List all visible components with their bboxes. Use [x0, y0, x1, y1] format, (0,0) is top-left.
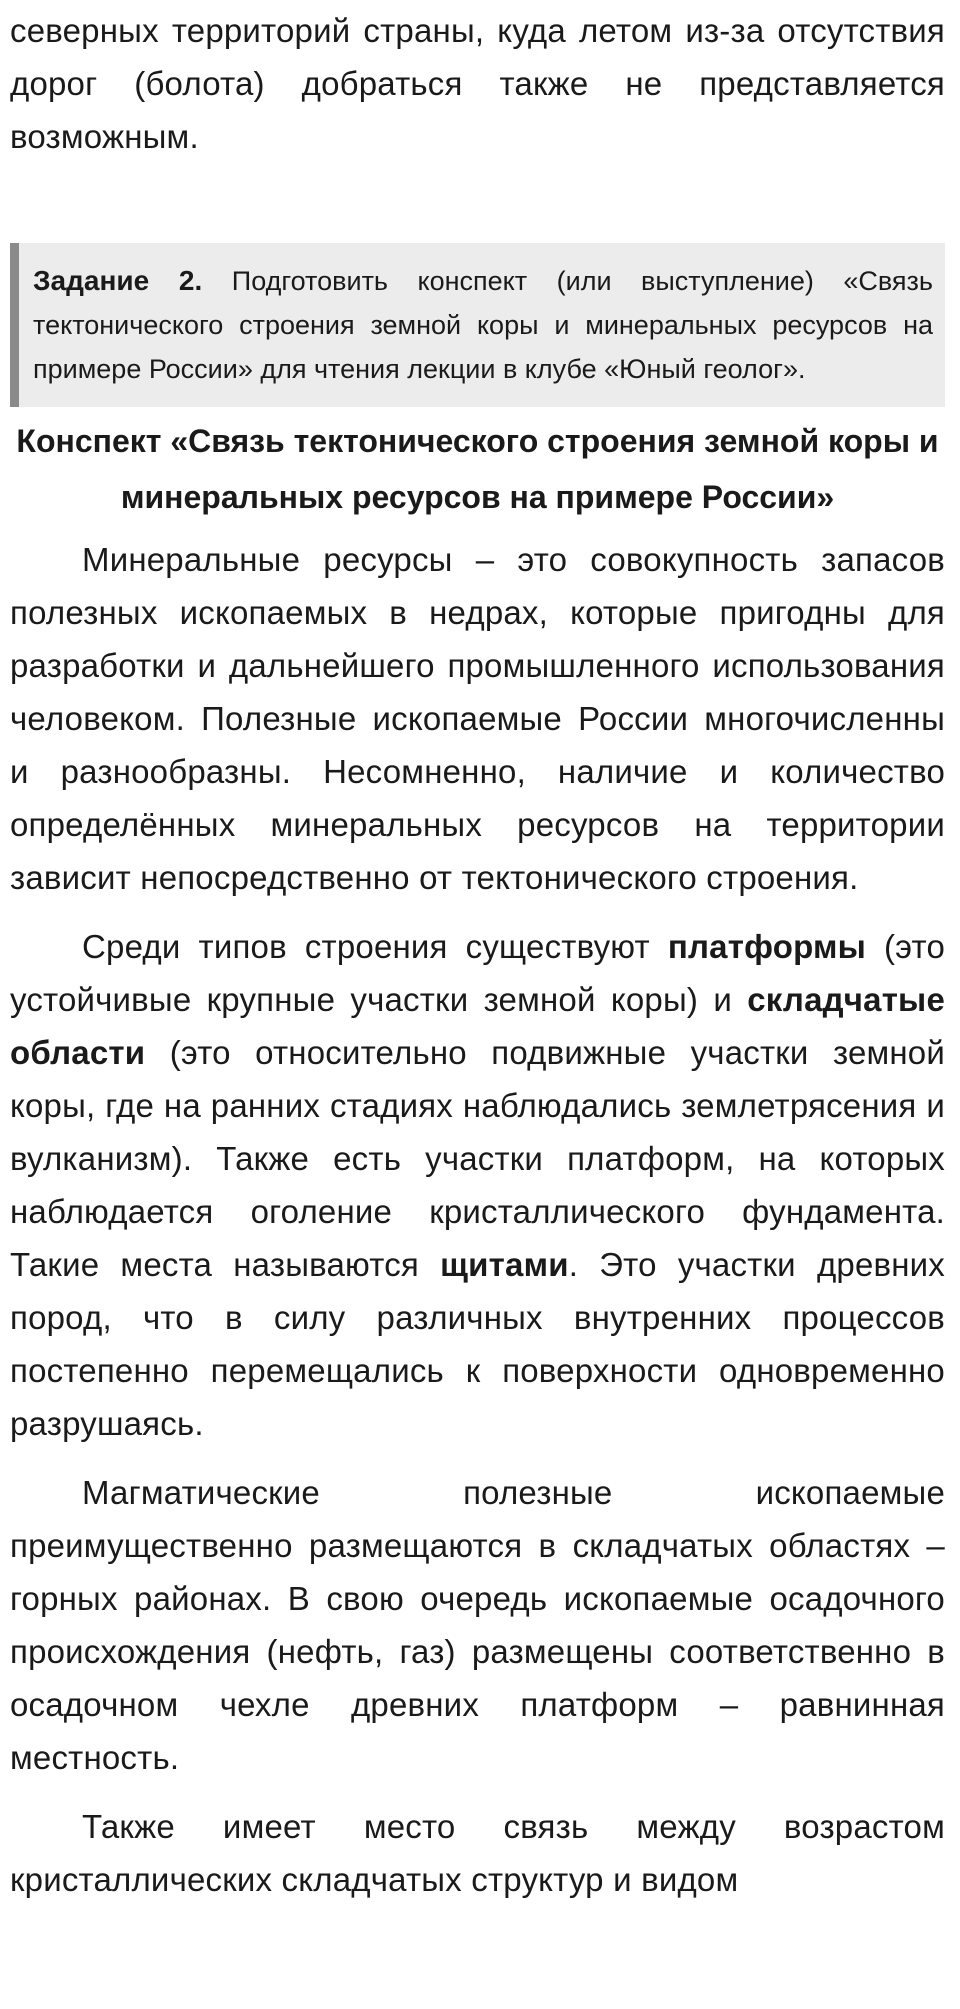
task-box: [10, 243, 945, 407]
document-page: [0, 4, 960, 2009]
intro-paragraph-fragment: северных территорий страны, куда летом из-за отсутствия дорог (болота) добраться также не представляется возможным.: [10, 12, 945, 155]
task-label: Задание 2.: [33, 265, 203, 296]
text-segment: (это устойчивые крупные участки земной коры) и: [10, 928, 945, 1018]
text-segment: (это относительно подвижные участки земной коры, где на ранних стадиях наблюдались землетрясения и вулканизм). Также есть участки платформ, на которых наблюдается оголение кристаллического фундамента. Такие места называются: [10, 1034, 945, 1283]
paragraph-magmatic-minerals: Магматические полезные ископаемые преимущественно размещаются в складчатых областях – горных районах. В свою очередь ископаемые осадочного происхождения (нефть, газ) размещены соответственно в осадочном чехле древних платформ – равнинная местность.: [10, 1474, 945, 1776]
term-platforms: платформы: [667, 928, 866, 965]
summary-heading: Конспект «Связь тектонического строения земной коры и минеральных ресурсов на примере России»: [16, 423, 939, 515]
paragraph-mineral-resources: Минеральные ресурсы – это совокупность запасов полезных ископаемых в недрах, которые пригодны для разработки и дальнейшего промышленного использования человеком. Полезные ископаемые России многочисленны и разнообразны. Несомненно, наличие и количество определённых минеральных ресурсов на территории зависит непосредственно от тектонического строения.: [10, 541, 945, 896]
paragraph-structure-types: [10, 920, 945, 1450]
text-segment: . Это участки древних пород, что в силу различных внутренних процессов постепенно перемещались к поверхности одновременно разрушаясь.: [10, 1246, 945, 1442]
task-text: Подготовить конспект (или выступление) «Связь тектонического строения земной коры и минеральных ресурсов на примере России» для чтения лекции в клубе «Юный геолог».: [33, 266, 933, 384]
term-folded-areas: складчатые области: [10, 981, 945, 1071]
paragraph-age-relation: Также имеет место связь между возрастом кристаллических складчатых структур и видом: [10, 1808, 945, 1898]
text-segment: Среди типов строения существуют: [82, 928, 668, 965]
term-shields: щитами: [440, 1246, 569, 1283]
